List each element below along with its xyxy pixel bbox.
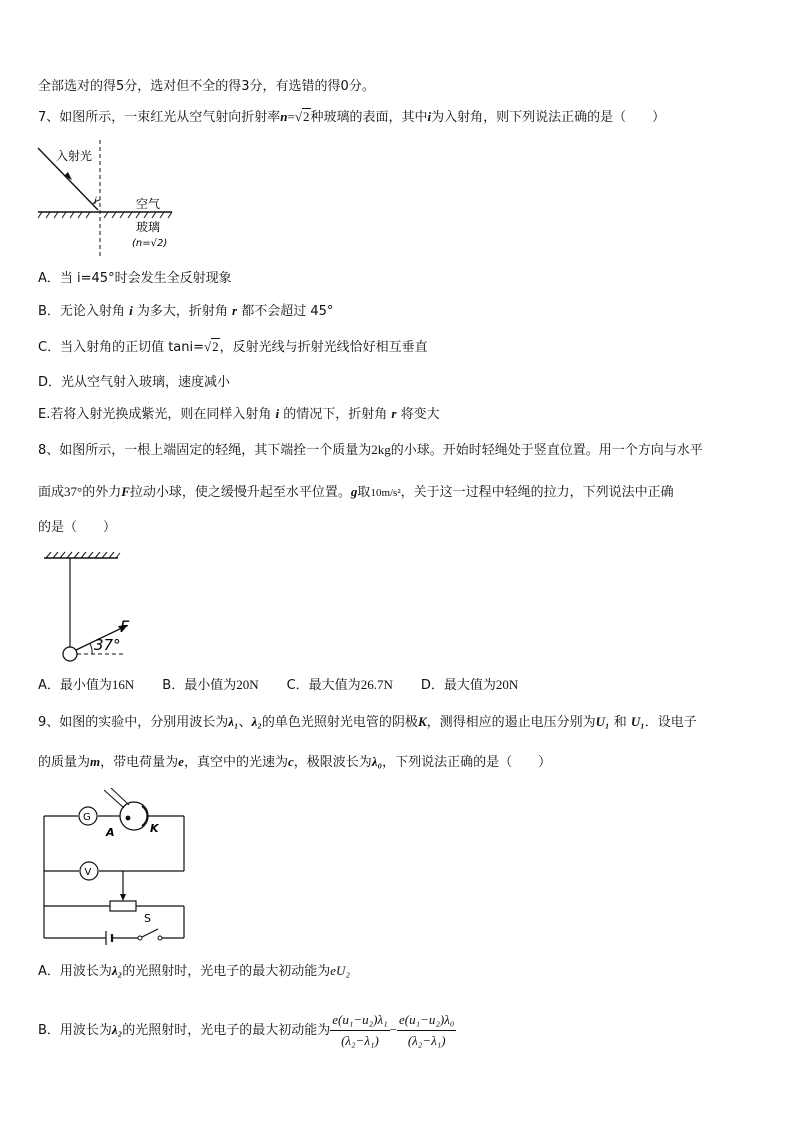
q9-light-ray-1 bbox=[104, 790, 124, 808]
q9-line2-c: ，真空中的光速为 bbox=[183, 755, 288, 770]
q8-g-symbol: g bbox=[350, 484, 358, 499]
q9-line2-a: 的质量为 bbox=[38, 755, 91, 770]
q9-stem-line2 bbox=[38, 753, 551, 772]
q8-angle-arc bbox=[90, 644, 92, 654]
q7-glass-n-label: (n=√2) bbox=[132, 238, 168, 249]
q9-cathode-label: K bbox=[150, 822, 159, 835]
q8-line1-b: 的小球。开始时轻绳处于竖直位置。用一个方向与水平 bbox=[390, 443, 703, 458]
q9-line2-d: ，极限波长为 bbox=[293, 755, 372, 770]
q9-U1b: U₁ bbox=[630, 714, 645, 729]
q9-lambda2: λ₂ bbox=[251, 714, 262, 729]
q9-option-b-lambda: λ₂ bbox=[111, 1022, 123, 1037]
q7-option-c bbox=[38, 338, 428, 357]
q7-option-b-b: 为多大，折射角 bbox=[136, 304, 228, 319]
q9-line1-d: ．设电子 bbox=[644, 715, 697, 730]
q7-glass-label: 玻璃 bbox=[136, 220, 161, 234]
q7-option-e-c: 将变大 bbox=[400, 407, 440, 422]
q7-option-e-b: 的情况下，折射角 bbox=[283, 407, 388, 422]
q7-stem-a: 7、如图所示，一束红光从空气射向折射率 bbox=[38, 110, 281, 125]
q7-option-b-c: 都不会超过 45° bbox=[241, 304, 334, 319]
q7-angle-label: i bbox=[94, 196, 97, 207]
q9-circuit-figure bbox=[36, 788, 196, 948]
q7-option-c-b: ，反射光线与折射光线恰好相互垂直 bbox=[219, 340, 428, 355]
q9-option-b bbox=[38, 1008, 456, 1053]
q7-option-e-a: E.若将入射光换成紫光，则在同样入射角 bbox=[38, 407, 272, 422]
q8-ball bbox=[63, 647, 77, 661]
q9-option-a-lambda: λ₂ bbox=[111, 963, 123, 978]
q8-option-b: B．最小值为20N bbox=[162, 677, 259, 693]
q9-rheostat bbox=[110, 901, 136, 911]
q7-eq: = bbox=[287, 109, 295, 124]
q8-stem-line1 bbox=[38, 441, 703, 460]
q8-force-label: F bbox=[120, 617, 130, 636]
q9-U1: U₁ bbox=[595, 714, 610, 729]
q8-option-c: C．最大值为26.7N bbox=[286, 677, 393, 693]
q8-options bbox=[38, 676, 518, 695]
q8-line2-a: 面成 bbox=[38, 485, 65, 500]
q9-line2-b: ，带电荷量为 bbox=[100, 755, 179, 770]
q7-n-symbol: n bbox=[280, 109, 288, 124]
q9-K-symbol: K bbox=[417, 714, 427, 729]
q7-option-e bbox=[38, 405, 440, 424]
q7-option-b-a: B．无论入射角 bbox=[38, 304, 125, 319]
q9-line2-e: ，下列说法正确的是（ ） bbox=[382, 755, 552, 770]
q9-anode-dot bbox=[126, 816, 131, 821]
q8-line2-b: 的外力 bbox=[82, 485, 122, 500]
q7-option-c-radicand: 2 bbox=[212, 339, 219, 354]
q9-lambda1: λ₁ bbox=[228, 714, 239, 729]
q9-switch-label: S bbox=[144, 912, 151, 925]
q7-incident-label: 入射光 bbox=[56, 149, 93, 163]
q9-option-a-b: 的光照射时，光电子的最大初动能为 bbox=[122, 964, 331, 979]
q8-angle-label: 37° bbox=[94, 636, 121, 654]
q8-line1-a: 8、如图所示，一根上端固定的轻绳，其下端拴一个质量为 bbox=[38, 443, 372, 458]
q9-switch-blade bbox=[142, 929, 158, 937]
q7-option-b bbox=[38, 302, 333, 321]
q9-and: 和 bbox=[613, 715, 627, 730]
q9-stem-line1 bbox=[38, 713, 697, 732]
q7-stem-c: 为入射角，则下列说法正确的是（ ） bbox=[431, 110, 666, 125]
q7-air-label: 空气 bbox=[136, 197, 161, 211]
q8-g-value: 10m/s² bbox=[370, 487, 401, 499]
q8-stem-line2 bbox=[38, 483, 674, 502]
q9-line1-b: 的单色光照射光电管的阴极 bbox=[261, 715, 418, 730]
q9-option-b-minus: − bbox=[389, 1022, 397, 1037]
q7-option-b-i: i bbox=[129, 303, 133, 318]
q8-angle: 37° bbox=[64, 484, 83, 499]
q9-option-b-frac2: $\frac{\text{e(u₁−u₂)λ₀}}{\text{(λ₂−λ₁)}}$ bbox=[398, 1012, 455, 1048]
q7-i-symbol: i bbox=[427, 109, 432, 124]
q8-ceiling-hatch bbox=[46, 552, 120, 558]
q8-option-a: A．最小值为16N bbox=[38, 677, 135, 693]
q8-force-symbol: F bbox=[121, 484, 130, 499]
q7-option-e-i: i bbox=[275, 406, 280, 421]
q9-voltmeter-label: V bbox=[84, 867, 92, 878]
q7-option-c-a: C．当入射角的正切值 tani= bbox=[38, 340, 205, 355]
q8-mass: 2kg bbox=[371, 442, 391, 457]
q9-lambda0: λ₀ bbox=[371, 754, 383, 769]
q9-e-symbol: e bbox=[178, 754, 184, 769]
q8-option-d: D．最大值为20N bbox=[420, 677, 519, 693]
q7-radicand: 2 bbox=[303, 109, 310, 124]
q9-line1-a: 9、如图的实验中，分别用波长为 bbox=[38, 715, 229, 730]
q7-stem bbox=[38, 108, 665, 127]
q9-option-a bbox=[38, 962, 350, 981]
q9-option-b-frac1: $\frac{\text{e(u₁−u₂)λ₁}}{\text{(λ₂−λ₁)}}$ bbox=[332, 1012, 388, 1048]
q9-light-ray-2 bbox=[110, 788, 129, 805]
q9-option-a-eU: eU₂ bbox=[330, 963, 350, 978]
q8-line2-c: 拉动小球，使之缓慢升起至水平位置。 bbox=[129, 485, 351, 500]
q7-figure bbox=[36, 138, 186, 258]
q9-c-symbol: c bbox=[287, 754, 294, 769]
q9-option-a-a: A．用波长为 bbox=[38, 964, 112, 979]
q9-sep: 、 bbox=[238, 715, 252, 730]
q7-option-e-r: r bbox=[391, 406, 397, 421]
q8-line2-d: 取 bbox=[357, 485, 371, 500]
q8-line2-e: ，关于这一过程中轻绳的拉力，下列说法中正确 bbox=[400, 485, 674, 500]
q7-option-c-sqrt: √2 bbox=[204, 339, 219, 354]
q7-sqrt: √2 bbox=[294, 109, 310, 124]
q7-option-d: D．光从空气射入玻璃，速度减小 bbox=[38, 375, 231, 390]
q9-slider-arrowhead bbox=[120, 894, 126, 901]
q9-line1-c: ，测得相应的遏止电压分别为 bbox=[426, 715, 596, 730]
q9-option-b-a: B．用波长为 bbox=[38, 1023, 112, 1038]
scoring-note: 全部选对的得5分，选对但不全的得3分，有选错的得0分。 bbox=[38, 79, 375, 94]
q9-galvanometer-label: G bbox=[83, 812, 91, 823]
q7-stem-b: 种玻璃的表面，其中 bbox=[310, 110, 428, 125]
q7-option-b-r: r bbox=[231, 303, 238, 318]
q9-m-symbol: m bbox=[90, 754, 101, 769]
q9-anode-label: A bbox=[106, 826, 115, 839]
q8-stem-line3: 的是（ ） bbox=[38, 520, 117, 535]
q8-figure bbox=[40, 550, 160, 665]
q7-option-a: A．当 i=45°时会发生全反射现象 bbox=[38, 271, 232, 286]
q7-hatch bbox=[38, 212, 172, 218]
q9-option-b-b: 的光照射时，光电子的最大初动能为 bbox=[122, 1023, 331, 1038]
